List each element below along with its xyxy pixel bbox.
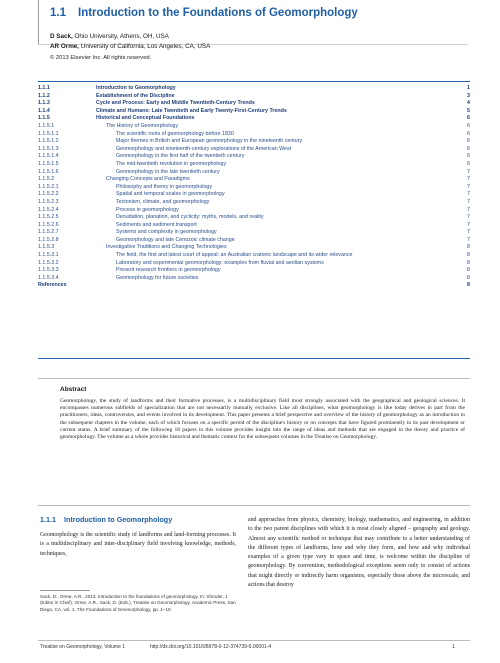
toc-entry[interactable] — [38, 85, 470, 93]
section-title: Introduction to Geomorphology — [64, 515, 173, 524]
toc-entry-title: Systems and complexity in geomorphology — [116, 229, 217, 236]
toc-entry-title: Process in geomorphology — [116, 206, 179, 213]
footer-doi-link[interactable]: http://dx.doi.org/10.1016/B978-0-12-374739-6.00001-4 — [150, 644, 272, 650]
toc-entry-number: 1.1.5.2.4 — [38, 206, 59, 213]
toc-entry-number: 1.1.5 — [38, 115, 50, 122]
toc-entry-title: Geomorphology and late Cenozoic climate change — [116, 236, 235, 243]
toc-entry-number: 1.1.5.2.1 — [38, 183, 59, 190]
body-left-column: Geomorphology is the scientific study of landforms and land-forming processes. It is a multidisciplinary and inter-disciplinary field involving knowledge, methods, techniques, — [40, 532, 236, 557]
abstract-bottom-rule — [38, 505, 470, 506]
toc-entry-title: Cycle and Process: Early and Middle Twentieth-Century Trends — [96, 100, 255, 107]
toc-entry-page: 8 — [467, 244, 470, 251]
toc-entry-title: Denudation, planation, and cyclicity: myths, models, and reality — [116, 214, 264, 221]
abstract-top-rule — [38, 378, 470, 379]
toc-entry[interactable] — [38, 161, 470, 169]
toc-entry-title: The field, the first and latest court of appeal: an Australian cratonic landscape and its wider relevance — [116, 252, 353, 259]
toc-entry-page: 6 — [467, 138, 470, 145]
toc-entry-number: 1.1.5.3.3 — [38, 267, 59, 274]
toc-entry-title: Establishment of the Discipline — [96, 92, 175, 99]
toc-entry-page: 7 — [467, 229, 470, 236]
toc-entry[interactable] — [38, 93, 470, 101]
toc-entry-number: 1.1.5.1.3 — [38, 145, 59, 152]
toc-entry[interactable] — [38, 252, 470, 260]
toc-entry-page: 6 — [467, 115, 470, 122]
toc-entry[interactable] — [38, 260, 470, 268]
chapter-heading — [50, 7, 358, 19]
toc-entry[interactable] — [38, 275, 470, 283]
toc-entry-page: 7 — [467, 221, 470, 228]
toc-entry-title: Philosophy and theory in geomorphology — [116, 183, 212, 190]
toc-entry-number: 1.1.5.2 — [38, 176, 55, 183]
author-name: AR Orme, — [50, 43, 80, 50]
toc-entry-title: Major themes in British and European geomorphology in the nineteenth century — [116, 138, 303, 145]
toc-entry-title: Geomorphology in the first half of the twentieth century — [116, 153, 245, 160]
toc-entry-number: References — [38, 282, 67, 289]
toc-entry-number: 1.1.5.3.1 — [38, 252, 59, 259]
toc-entry[interactable] — [38, 222, 470, 230]
footnote-rule — [40, 590, 90, 591]
toc-entry-page: 7 — [467, 198, 470, 205]
abstract-heading: Abstract — [60, 386, 87, 393]
toc-entry[interactable] — [38, 244, 470, 252]
toc-entry-page: 7 — [467, 191, 470, 198]
toc-entry[interactable] — [38, 214, 470, 222]
section-number: 1.1.1 — [40, 515, 56, 524]
author-name: D Sack, — [50, 33, 73, 40]
toc-entry-page: 7 — [467, 168, 470, 175]
toc-entry[interactable] — [38, 153, 470, 161]
toc-entry-title: The History of Geomorphology — [106, 122, 179, 129]
toc-entry[interactable] — [38, 229, 470, 237]
toc-entry[interactable] — [38, 108, 470, 116]
toc-entry[interactable] — [38, 176, 470, 184]
author-line — [50, 42, 210, 52]
toc-entry[interactable] — [38, 267, 470, 275]
author-list — [50, 32, 210, 52]
toc-entry-title: The mid-twentieth revolution in geomorphology — [116, 160, 227, 167]
toc-entry-page: 7 — [467, 183, 470, 190]
toc-entry[interactable] — [38, 115, 470, 123]
toc-entry-title: Investigative Traditions and Changing Technologies — [106, 244, 227, 251]
toc-entry-title: Changing Concepts and Paradigms — [106, 176, 190, 183]
toc-entry-title: Climate and Humans: Late Twentieth and Early Twenty-First-Century Trends — [96, 107, 287, 114]
toc-entry-number: 1.1.5.2.3 — [38, 198, 59, 205]
toc-entry-title: Geomorphology and nineteenth-century explorations of the American West — [116, 145, 292, 152]
toc-top-rule — [38, 81, 470, 82]
toc-bottom-rule — [38, 358, 470, 359]
copyright-notice: © 2013 Elsevier Inc. All rights reserved. — [50, 55, 152, 61]
toc-entry[interactable] — [38, 191, 470, 199]
toc-entry-number: 1.1.2 — [38, 92, 50, 99]
toc-entry-page: 7 — [467, 214, 470, 221]
toc-entry-number: 1.1.5.3.4 — [38, 274, 59, 281]
toc-entry-title: Tectonism, climate, and geomorphology — [116, 198, 210, 205]
toc-entry-number: 1.1.5.1.1 — [38, 130, 59, 137]
toc-entry-page: 4 — [467, 100, 470, 107]
toc-entry[interactable] — [38, 207, 470, 215]
toc-entry-page: 1 — [467, 85, 470, 91]
toc-entry-number: 1.1.5.3 — [38, 244, 55, 251]
chapter-number: 1.1 — [50, 7, 66, 19]
toc-entry-title: Laboratory and experimental geomorphology: examples from fluvial and aeolian systems — [116, 259, 324, 266]
toc-entry-page: 6 — [467, 145, 470, 152]
toc-entry-title: Sediments and sediment transport — [116, 221, 197, 228]
toc-entry-number: 1.1.5.1 — [38, 122, 55, 129]
toc-entry-title: Introduction to Geomorphology — [96, 85, 176, 91]
page-number: 1 — [452, 644, 456, 650]
toc-entry-title: Spatial and temporal scales in geomorphology — [116, 191, 225, 198]
toc-entry-page: 7 — [467, 206, 470, 213]
toc-entry-page: 7 — [467, 236, 470, 243]
author-affiliation: Ohio University, Athens, OH, USA — [74, 33, 169, 40]
toc-entry[interactable] — [38, 282, 470, 290]
toc-entry-number: 1.1.1 — [38, 85, 50, 91]
toc-entry-title: Historical and Conceptual Foundations — [96, 115, 195, 122]
toc-entry-title: The scientific roots of geomorphology before 1830 — [116, 130, 234, 137]
section-heading — [40, 515, 172, 524]
toc-entry-number: 1.1.5.1.5 — [38, 160, 59, 167]
toc-entry[interactable] — [38, 100, 470, 108]
toc-entry-title: Present research frontiers in geomorphology — [116, 267, 221, 274]
toc-entry-page: 8 — [467, 259, 470, 266]
toc-entry-title: Geomorphology for future societies — [116, 274, 199, 281]
citation-footnote: Sack, D., Orme, A.R., 2013. Introduction to the foundations of geomorphology. In: Shroder, J. (Editor in Chief), Orme, A.R., Sack, D. (Eds.), Treatise on Geomorphology. Academic Press, San Diego, CA, vol. 1, The Foundations of Geomorphology, pp. 1–10. — [40, 594, 236, 612]
toc-entry-number: 1.1.4 — [38, 107, 50, 114]
author-affiliation: University of California, Los Angeles, CA, USA — [80, 43, 211, 50]
footer-rule — [38, 640, 470, 641]
toc-entry-number: 1.1.5.3.2 — [38, 259, 59, 266]
toc-entry-page: 7 — [467, 176, 470, 183]
toc-entry-number: 1.1.5.1.2 — [38, 138, 59, 145]
toc-entry-page: 6 — [467, 130, 470, 137]
toc-entry-number: 1.1.5.1.6 — [38, 168, 59, 175]
toc-entry[interactable] — [38, 237, 470, 245]
header-rule — [38, 0, 47, 44]
toc-entry[interactable] — [38, 199, 470, 207]
table-of-contents — [38, 85, 470, 290]
toc-entry[interactable] — [38, 146, 470, 154]
toc-entry-page: 3 — [467, 92, 470, 99]
toc-entry[interactable] — [38, 184, 470, 192]
toc-entry[interactable] — [38, 138, 470, 146]
toc-entry-number: 1.1.5.1.4 — [38, 153, 59, 160]
toc-entry-page: 6 — [467, 153, 470, 160]
toc-entry-number: 1.1.5.2.7 — [38, 229, 59, 236]
abstract-text: Geomorphology, the study of landforms and their formative processes, is a multidisciplinary field most strongly associated with the geographical and geological sciences. It encompasses numerous subfields of specialization that are not necessarily mutually exclusive. Like all disciplines, what geomorphology is like today derives in part from the practitioners, ideas, controversies, and events involved in its development. This paper presents a brief perspective and overview of the history of geomorphology as an introduction to the subsequent chapters in the volume, each of which focuses on a specific period of the discipline's history or on concepts that have figured prominently in its past development or current status. A brief summary of the following 18 papers in this volume provides insight into the range of ideas and methods that are engaged in the theory and practice of geomorphology. The volume as a whole provides historical and thematic context for the subsequent volumes in the Treatise on Geomorphology. — [60, 398, 465, 441]
footer-journal: Treatise on Geomorphology, Volume 1 — [40, 644, 126, 650]
toc-entry-number: 1.1.3 — [38, 100, 50, 107]
toc-entry-number: 1.1.5.2.2 — [38, 191, 59, 198]
toc-entry-title: Geomorphology in the late twentieth century — [116, 168, 220, 175]
toc-entry-number: 1.1.5.2.8 — [38, 236, 59, 243]
chapter-title: Introduction to the Foundations of Geomorphology — [78, 7, 358, 19]
toc-entry[interactable] — [38, 169, 470, 177]
toc-entry-number: 1.1.5.2.6 — [38, 221, 59, 228]
toc-entry-page: 6 — [467, 122, 470, 129]
body-right-column: and approaches from physics, chemistry, biology, mathematics, and engineering, in addition to the two parent disciplines with which it is most closely aligned – geography and geology. Almost any scientific method or technique that may contribute to a better understanding of the different types of landforms, how and why they form, and how and why individual examples of a given type vary in space and time, is welcome within the discipline of geomorphology. By convention, methodological exceptions seem only to consist of actions that might directly or indirectly harm organisms, especially those above the microscale, and actions that destroy — [248, 517, 470, 589]
toc-entry-page: 8 — [467, 282, 470, 289]
toc-entry-page: 8 — [467, 267, 470, 274]
toc-entry-page: 6 — [467, 160, 470, 167]
author-line — [50, 32, 210, 42]
toc-entry-page: 8 — [467, 252, 470, 259]
toc-entry-page: 8 — [467, 274, 470, 281]
toc-entry-number: 1.1.5.2.5 — [38, 214, 59, 221]
toc-entry[interactable] — [38, 123, 470, 131]
toc-entry[interactable] — [38, 131, 470, 139]
toc-entry-page: 5 — [467, 107, 470, 114]
